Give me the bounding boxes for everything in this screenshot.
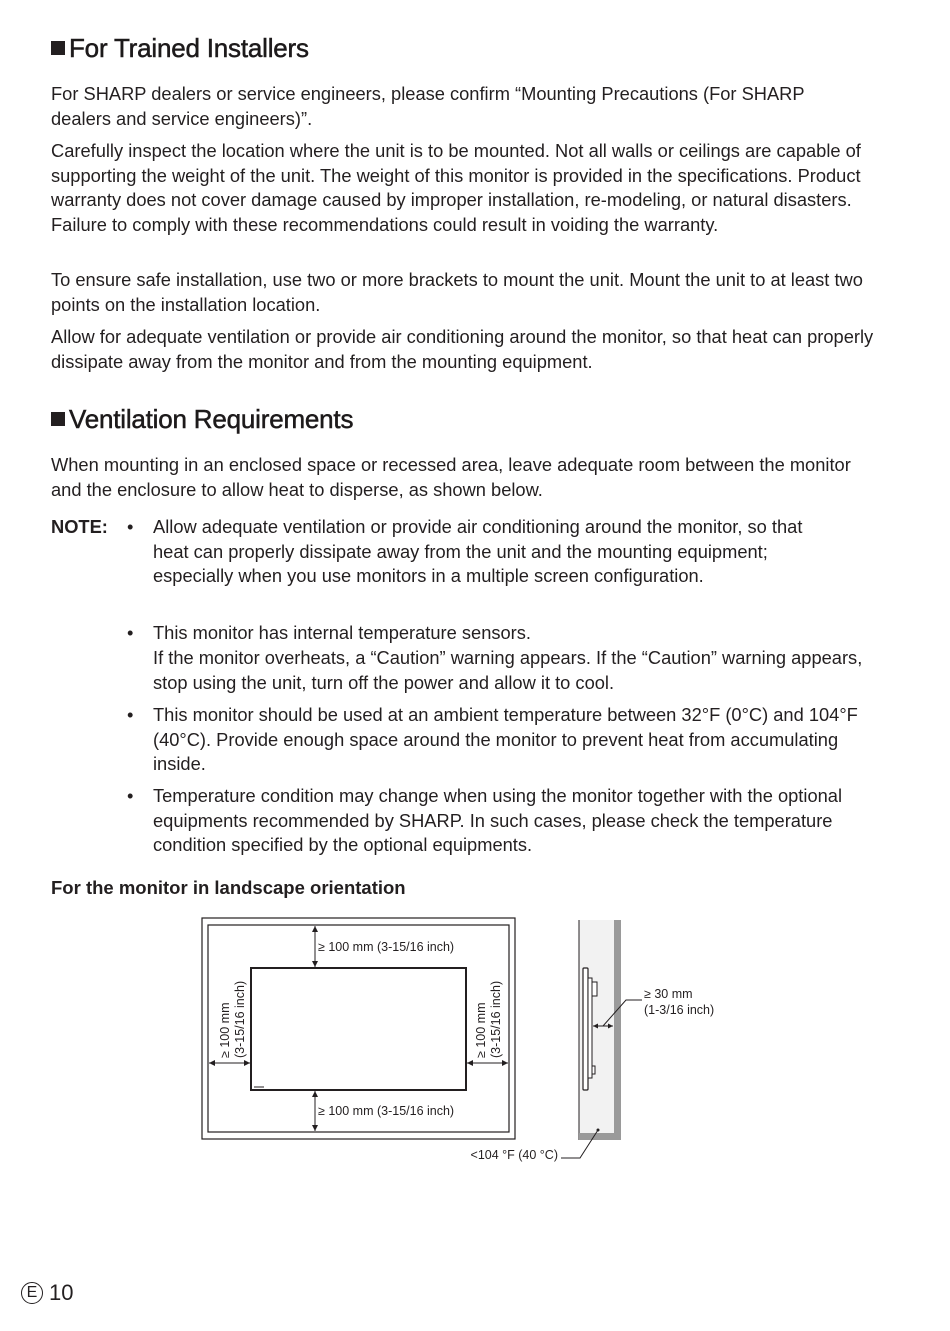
- paragraph-inspect-location: Carefully inspect the location where the unit is to be mounted. Not all walls or ceilings are capable of supporting the weight of the unit. The weight of this monitor is provided in the specifications. Product warranty does not cover damage caused by improper installation, re-modeling, or natural disasters. Failure to comply with these recommendations could result in voiding the warranty.: [51, 140, 861, 235]
- page-number-text: 10: [49, 1280, 74, 1305]
- top-clearance-label: ≥ 100 mm (3-15/16 inch): [318, 940, 455, 954]
- left-clearance-inch: (3-15/16 inch): [233, 980, 247, 1058]
- note-label: NOTE:: [51, 516, 108, 537]
- monitor-front-view: [251, 968, 466, 1090]
- paragraph-ventilation-intro: When mounting in an enclosed space or recessed area, leave adequate room between the monitor and the enclosure to allow heat to disperse, as shown below.: [51, 454, 851, 500]
- rear-clearance-mm: ≥ 30 mm: [644, 987, 693, 1001]
- bullet-icon: •: [127, 785, 134, 806]
- right-clearance-inch: (3-15/16 inch): [489, 980, 503, 1058]
- note-item-sensors: This monitor has internal temperature sensors.: [153, 622, 531, 643]
- mounting-bracket-top: [592, 982, 597, 996]
- temperature-label: <104 °F (40 °C): [470, 1148, 558, 1162]
- monitor-side-profile: [583, 968, 588, 1090]
- mounting-bracket-bottom: [592, 1066, 595, 1074]
- page-number: [21, 1280, 73, 1306]
- temperature-point: [597, 1129, 600, 1132]
- bottom-clearance-label: ≥ 100 mm (3-15/16 inch): [318, 1104, 455, 1118]
- bullet-icon: •: [127, 622, 134, 643]
- note-item-ambient-temperature: This monitor should be used at an ambient temperature between 32°F (0°C) and 104°F (40°C). Provide enough space around the monitor to prevent heat from accumulating inside.: [153, 704, 858, 774]
- subheading-landscape: For the monitor in landscape orientation: [51, 877, 406, 898]
- right-clearance-mm: ≥ 100 mm: [474, 1002, 488, 1058]
- rear-clearance-inch: (1-3/16 inch): [644, 1003, 715, 1017]
- bullet-icon: •: [127, 704, 134, 725]
- wall-side-view: [614, 920, 621, 1140]
- language-mark-icon: E: [21, 1282, 43, 1304]
- paragraph-air-conditioning: Allow for adequate ventilation or provide air conditioning around the monitor, so that heat can properly dissipate away from the monitor and from the mounting equipment.: [51, 326, 874, 372]
- bullet-icon: •: [127, 516, 134, 537]
- monitor-back-housing: [588, 978, 592, 1078]
- note-item-optional-equipment: Temperature condition may change when using the monitor together with the optional equipments recommended by SHARP. In such cases, please check the temperature condition specified by the optional equipments.: [153, 785, 843, 855]
- floor-side-view: [579, 1133, 621, 1140]
- note-item-ventilation: Allow adequate ventilation or provide air conditioning around the monitor, so that heat can properly dissipate away from the unit and the mounting equipment; especially when you use monitors in a multiple screen configuration.: [153, 516, 803, 586]
- section-title-text: Ventilation Requirements: [69, 404, 354, 434]
- left-clearance-mm: ≥ 100 mm: [218, 1002, 232, 1058]
- note-item-overheat: If the monitor overheats, a “Caution” warning appears. If the “Caution” warning appears, stop using the unit, turn off the power and allow it to cool.: [153, 647, 863, 693]
- section-title-text: For Trained Installers: [69, 33, 309, 63]
- paragraph-brackets: To ensure safe installation, use two or more brackets to mount the unit. Mount the unit to at least two points on the installation location.: [51, 269, 863, 315]
- paragraph-dealers: For SHARP dealers or service engineers, please confirm “Mounting Precautions (For SHARP dealers and service engineers)”.: [51, 83, 805, 129]
